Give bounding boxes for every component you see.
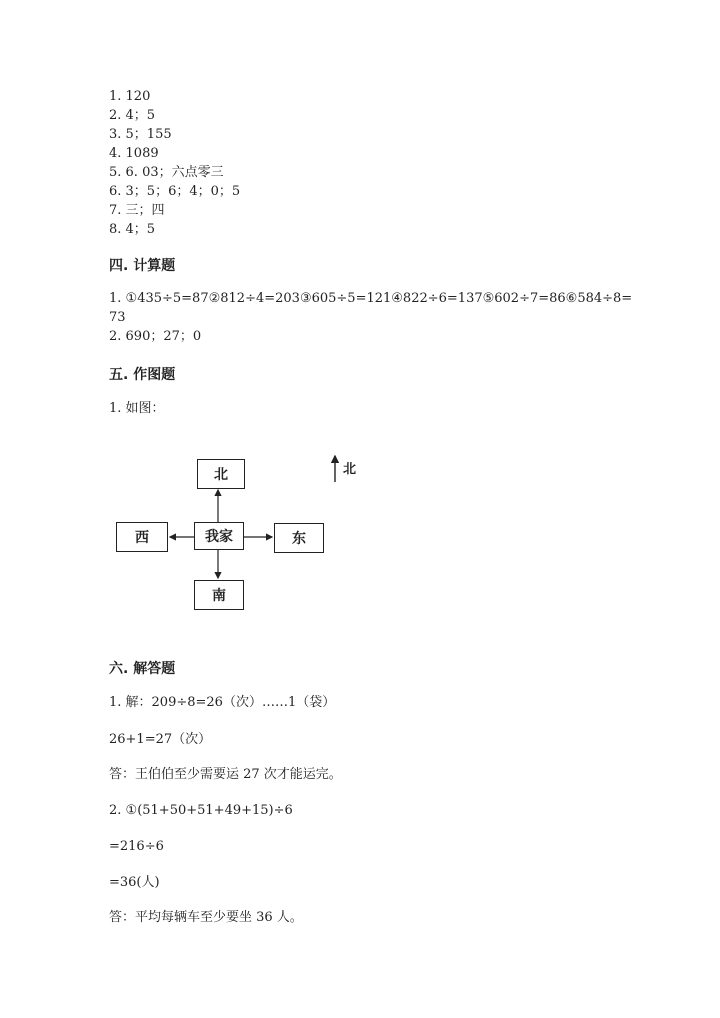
- answer-line-5: 5. 6. 03；六点零三: [109, 165, 224, 180]
- solution-2-line-1: 2. ①(51+50+51+49+15)÷6: [109, 803, 293, 818]
- box-north: 北: [197, 459, 245, 489]
- answer-line-2: 2. 4；5: [109, 108, 156, 123]
- calc-line-1: 1. ①435÷5=87②812÷4=203③605÷5=121④822÷6=137⑤602÷7=86⑥584÷8=: [109, 291, 633, 306]
- box-east: 东: [274, 523, 324, 553]
- calc-line-2: 2. 690；27；0: [109, 329, 202, 344]
- answer-line-3: 3. 5；155: [109, 127, 172, 142]
- section-6-heading: 六. 解答题: [109, 661, 176, 677]
- direction-diagram: [110, 450, 380, 620]
- answer-line-7: 7. 三；四: [109, 203, 165, 218]
- solution-1-line-1: 1. 解：209÷8=26（次）……1（袋）: [109, 695, 336, 710]
- answer-line-1: 1. 120: [109, 89, 151, 104]
- calc-line-1-continued: 73: [109, 310, 126, 325]
- section-4-heading: 四. 计算题: [109, 258, 176, 274]
- answer-line-8: 8. 4；5: [109, 222, 156, 237]
- section-5-heading: 五. 作图题: [109, 367, 176, 383]
- answer-line-6: 6. 3；5；6；4；0；5: [109, 184, 241, 199]
- solution-1-answer: 答：王伯伯至少需要运 27 次才能运完。: [109, 767, 342, 782]
- compass-north-label: 北: [343, 462, 357, 477]
- box-south: 南: [194, 580, 244, 610]
- box-west: 西: [116, 522, 168, 552]
- solution-2-line-2: =216÷6: [109, 839, 164, 854]
- answer-line-4: 4. 1089: [109, 146, 159, 161]
- solution-1-line-2: 26+1=27（次）: [109, 732, 212, 747]
- solution-2-answer: 答：平均每辆车至少要坐 36 人。: [109, 910, 303, 925]
- box-home: 我家: [194, 522, 244, 550]
- drawing-intro: 1. 如图：: [109, 401, 165, 416]
- solution-2-line-3: =36(人): [109, 875, 160, 890]
